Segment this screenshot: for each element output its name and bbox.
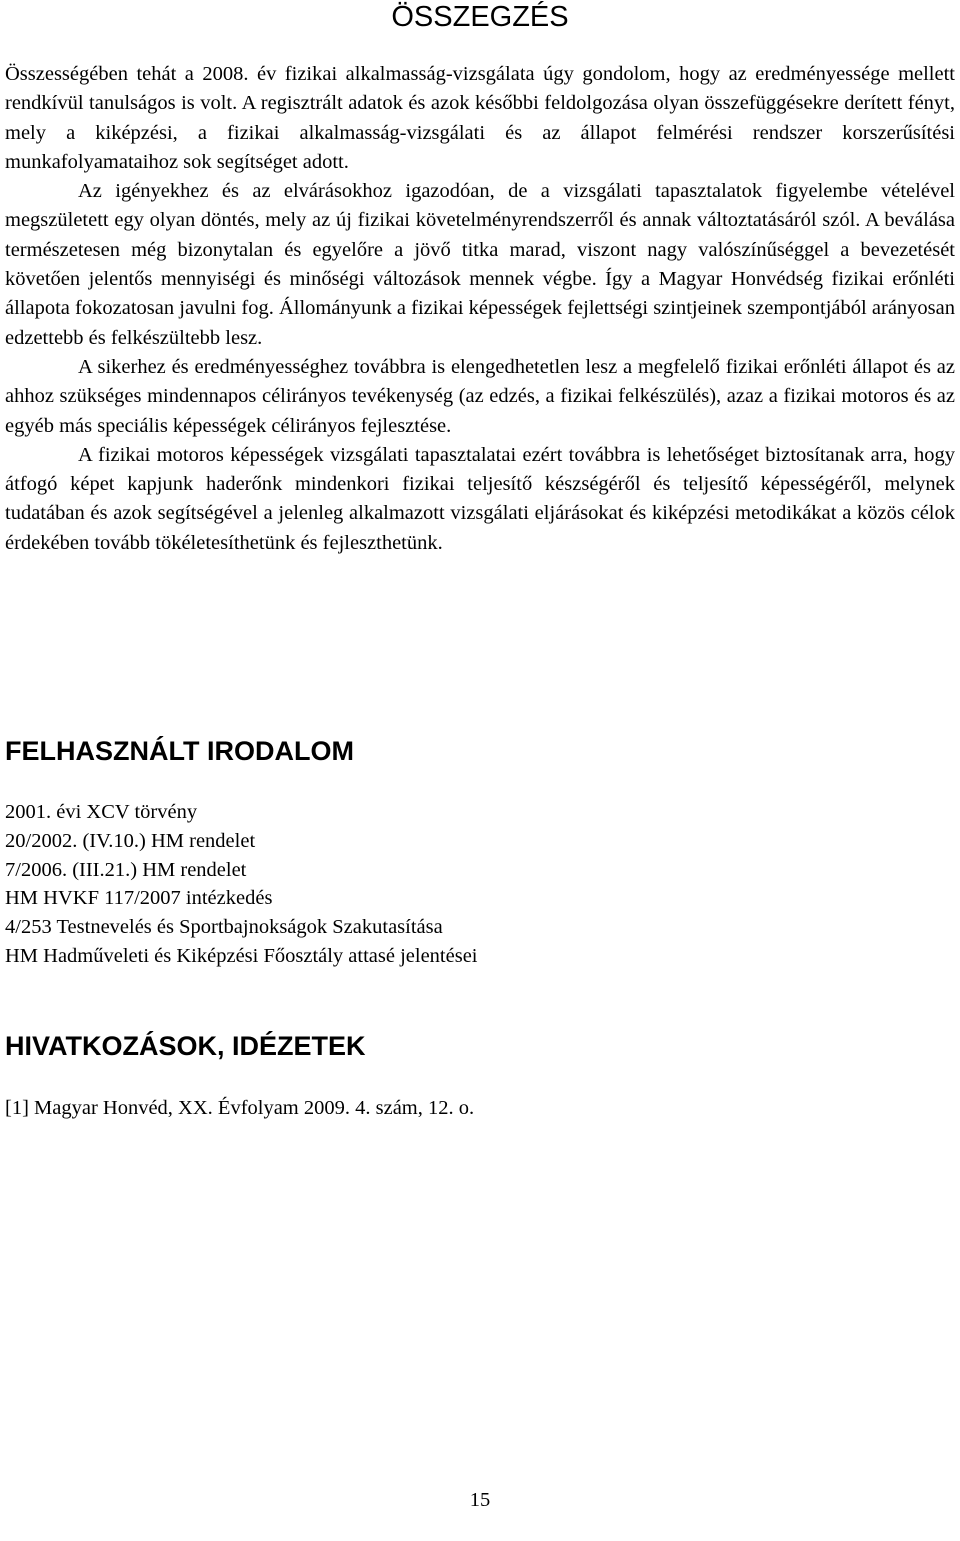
literature-item: 20/2002. (IV.10.) HM rendelet <box>5 829 256 852</box>
summary-body <box>5 60 955 558</box>
summary-paragraph-1: Összességében tehát a 2008. év fizikai alkalmasság-vizsgálata úgy gondolom, hogy az eredményessége mellett rendkívül tanulságos is volt. A regisztrált adatok és azok későbbi feldolgozása olyan összefüggésekre derített fényt, mely a kiképzési, a fizikai alkalmasság-vizsgálati és az állapot felmérési rendszer korszerűsítési munkafolyamataihoz sok segítséget adott. <box>5 63 955 173</box>
summary-paragraph-3: A sikerhez és eredményességhez továbbra is elengedhetetlen lesz a megfelelő fizikai erőnléti állapot és az ahhoz szükséges mindennapos célirányos tevékenység (az edzés, a fizikai felkészülés), azaz a fizikai motoros és az egyéb más speciális képességek célirányos fejlesztése. <box>5 355 955 437</box>
literature-item: HM Hadműveleti és Kiképzési Főosztály attasé jelentései <box>5 944 478 967</box>
page-number: 15 <box>469 1489 491 1511</box>
literature-item: HM HVKF 117/2007 intézkedés <box>5 887 273 910</box>
reference-item: [1] Magyar Honvéd, XX. Évfolyam 2009. 4. szám, 12. o. <box>5 1097 475 1119</box>
literature-item: 2001. évi XCV törvény <box>5 801 198 823</box>
literature-list <box>5 798 955 971</box>
literature-item: 4/253 Testnevelés és Sportbajnokságok Szakutasítása <box>5 916 443 939</box>
summary-paragraph-4: A fizikai motoros képességek vizsgálati tapasztalatai ezért továbbra is lehetőséget biztosítanak arra, hogy átfogó képet kapjunk haderőnk mindenkori fizikai teljesítő készségéről és teljesítő képességéről, melynek tudatában és azok segítségével a jelenleg alkalmazott vizsgálati eljárásokat és kiképzési metodikákat a közös célok érdekében tovább tökéletesíthetünk és fejleszthetünk. <box>5 443 955 554</box>
section-title-summary: ÖSSZEGZÉS <box>391 1 569 33</box>
section-heading-references: HIVATKOZÁSOK, IDÉZETEK <box>5 1031 366 1061</box>
literature-item: 7/2006. (III.21.) HM rendelet <box>5 858 247 881</box>
references-list <box>5 1094 955 1123</box>
section-heading-literature: FELHASZNÁLT IRODALOM <box>5 736 354 766</box>
summary-paragraph-2: Az igényekhez és az elvárásokhoz igazodóan, de a vizsgálati tapasztalatok figyelembe vételével megszületett egy olyan döntés, mely az új fizikai követelményrendszerről és annak változtatásáról szól. A beválása természetesen még bizonytalan és egyelőre a jövő titka marad, viszont nagy valószínűséggel a bevezetését követően jelentős mennyiségi és minőségi változások mennek végbe. Így a Magyar Honvédség fizikai erőnléti állapota fokozatosan javulni fog. Állományunk a fizikai képességek fejlettségi szintjeinek szempontjából arányosan edzettebb és felkészültebb lesz. <box>5 180 955 349</box>
